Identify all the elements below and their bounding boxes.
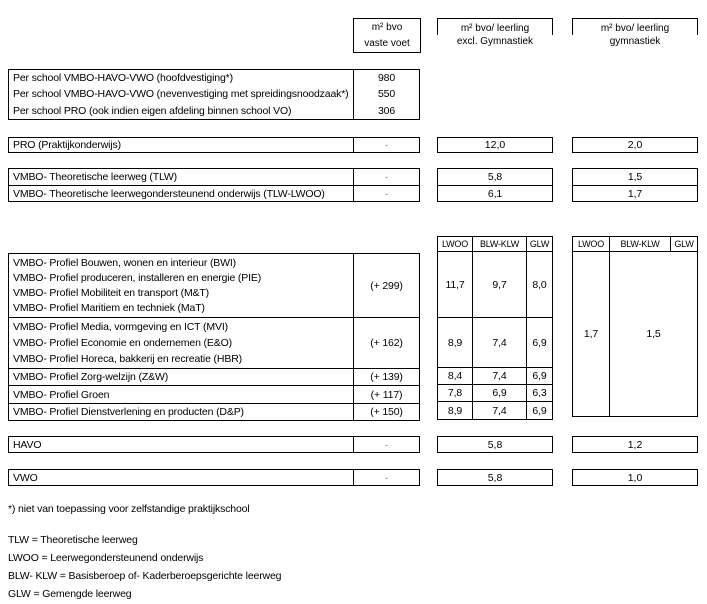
vwo-gym-value: 1,0 — [572, 469, 698, 486]
per-school-table — [8, 69, 420, 120]
gym-values-block — [572, 236, 698, 417]
havo-excl-gym-value: 5,8 — [437, 436, 553, 453]
profiel-label: VMBO- Profiel Economie en ondernemen (E&O) — [13, 337, 232, 349]
excl-gym-blw-klw-value: 7,4 — [473, 368, 527, 385]
profiel-group-labels — [9, 318, 354, 369]
profiel-label: VMBO- Profiel produceren, installeren en energie (PIE) — [13, 271, 262, 284]
profiel-label: VMBO- Profiel Groen — [9, 386, 354, 404]
excl-gym-blw-klw-value: 7,4 — [473, 318, 527, 368]
profiel-label: VMBO- Profiel Zorg-welzijn (Z&W) — [9, 369, 354, 386]
vmbo-profiel-table — [8, 253, 420, 421]
footnote-glw: GLW = Gemengde leerweg — [8, 588, 132, 600]
dash-value: - — [385, 439, 388, 450]
footnote-lwoo: LWOO = Leerwegondersteunend onderwijs — [8, 552, 204, 564]
per-school-row-value: 550 — [377, 88, 396, 101]
tlw-row-label: VMBO- Theoretische leerweg (TLW) — [9, 169, 354, 185]
profiel-label: VMBO- Profiel Dienstverlening en producten (D&P) — [9, 404, 354, 420]
profiel-label: VMBO- Profiel Mobiliteit en transport (M&T) — [13, 287, 210, 300]
tlw-gym-value: 1,5 — [627, 171, 643, 183]
tlw-table — [8, 168, 420, 202]
tlw-excl-gym-value: 6,1 — [438, 185, 552, 201]
tlw-row-vaste-voet — [354, 185, 419, 201]
header-excl-gym-box — [437, 18, 553, 53]
pro-vaste-voet — [354, 138, 419, 152]
excl-gym-glw-value: 8,0 — [527, 252, 552, 318]
col-header-blw-klw: BLW-KLW — [473, 237, 527, 252]
per-school-row-value: 306 — [377, 104, 396, 117]
dash-value: - — [385, 188, 388, 199]
footnote-asterisk: *) niet van toepassing voor zelfstandige praktijkschool — [8, 503, 250, 515]
tlw-gym-values — [572, 168, 698, 202]
excl-gym-glw-value: 6,9 — [527, 318, 552, 368]
col-header-lwoo: LWOO — [573, 237, 610, 252]
excl-gym-lwoo-value: 8,9 — [438, 318, 473, 368]
header-gym-line1: m² bvo/ leerling — [600, 23, 670, 34]
header-vaste-voet-line2: vaste voet — [364, 38, 410, 49]
header-vaste-voet-line1: m² bvo — [371, 22, 403, 33]
per-school-row-label: Per school VMBO-HAVO-VWO (hoofdvestiging*) — [9, 70, 354, 86]
vwo-excl-gym-value: 5,8 — [437, 469, 553, 486]
col-header-glw: GLW — [527, 237, 552, 252]
header-excl-gym-line1: m² bvo/ leerling — [460, 23, 530, 34]
havo-label: HAVO — [9, 437, 354, 452]
havo-gym-value: 1,2 — [572, 436, 698, 453]
profiel-label: VMBO- Profiel Bouwen, wonen en interieur (BWI) — [13, 256, 237, 269]
pro-label: PRO (Praktijkonderwijs) — [9, 138, 354, 152]
vwo-vaste-voet — [354, 470, 419, 485]
col-header-lwoo: LWOO — [438, 237, 473, 252]
profiel-group-labels — [9, 254, 354, 318]
excl-gym-values-block — [437, 236, 553, 420]
tlw-gym-value: 1,7 — [573, 185, 697, 201]
header-vaste-voet-box — [353, 18, 421, 53]
header-excl-gym-line2: excl. Gymnastiek — [456, 36, 534, 47]
gym-lwoo-value: 1,7 — [573, 252, 610, 416]
col-header-glw: GLW — [671, 237, 697, 252]
pro-excl-gym-value: 12,0 — [437, 137, 553, 153]
col-header-blw-klw: BLW-KLW — [610, 237, 671, 252]
profiel-vaste-voet: (+ 150) — [370, 406, 403, 418]
per-school-row-value: 980 — [377, 72, 396, 85]
per-school-row-label: Per school VMBO-HAVO-VWO (nevenvestiging met spreidingsnoodzaak*) — [9, 86, 354, 102]
pro-gym-value: 2,0 — [572, 137, 698, 153]
profiel-vaste-voet: (+ 139) — [354, 369, 419, 386]
excl-gym-lwoo-value: 8,9 — [438, 402, 473, 419]
footnote-tlw: TLW = Theoretische leerweg — [8, 534, 138, 546]
per-school-row-label: Per school PRO (ook indien eigen afdeling binnen school VO) — [9, 103, 354, 119]
excl-gym-glw-value: 6,9 — [532, 404, 547, 417]
profiel-label: VMBO- Profiel Media, vormgeving en ICT (MVI) — [13, 321, 228, 333]
profiel-label: VMBO- Profiel Maritiem en techniek (MaT) — [13, 302, 205, 315]
vwo-row-table — [8, 469, 420, 486]
dash-value: - — [385, 140, 388, 150]
vwo-label: VWO — [9, 470, 354, 485]
excl-gym-glw-value: 6,3 — [527, 385, 552, 402]
dash-value: - — [385, 172, 388, 182]
tlw-row-vaste-voet — [354, 169, 419, 185]
tlw-row-label: VMBO- Theoretische leerwegondersteunend onderwijs (TLW-LWOO) — [9, 185, 354, 201]
header-gym-line2: gymnastiek — [609, 36, 661, 47]
excl-gym-glw-value: 6,9 — [527, 368, 552, 385]
excl-gym-lwoo-value: 8,4 — [438, 368, 473, 385]
dash-value: - — [385, 472, 388, 483]
footnote-blw-klw: BLW- KLW = Basisberoep of- Kaderberoepsgerichte leerweg — [8, 570, 282, 582]
havo-row-table — [8, 436, 420, 453]
gym-blw-klw-glw-value: 1,5 — [646, 328, 661, 340]
profiel-vaste-voet: (+ 299) — [354, 254, 419, 318]
excl-gym-blw-klw-value: 6,9 — [473, 385, 527, 402]
havo-vaste-voet — [354, 437, 419, 452]
profiel-vaste-voet: (+ 162) — [354, 318, 419, 369]
excl-gym-blw-klw-value: 7,4 — [473, 402, 527, 419]
excl-gym-lwoo-value: 7,8 — [438, 385, 473, 402]
excl-gym-lwoo-value: 11,7 — [438, 252, 473, 318]
excl-gym-blw-klw-value: 9,7 — [473, 252, 527, 318]
profiel-label: VMBO- Profiel Horeca, bakkerij en recreatie (HBR) — [13, 353, 242, 365]
pro-row-table — [8, 137, 420, 153]
profiel-vaste-voet: (+ 117) — [354, 386, 419, 404]
header-gym-box — [572, 18, 698, 53]
tlw-excl-gym-value: 5,8 — [487, 171, 503, 183]
tlw-excl-gym-values — [437, 168, 553, 202]
